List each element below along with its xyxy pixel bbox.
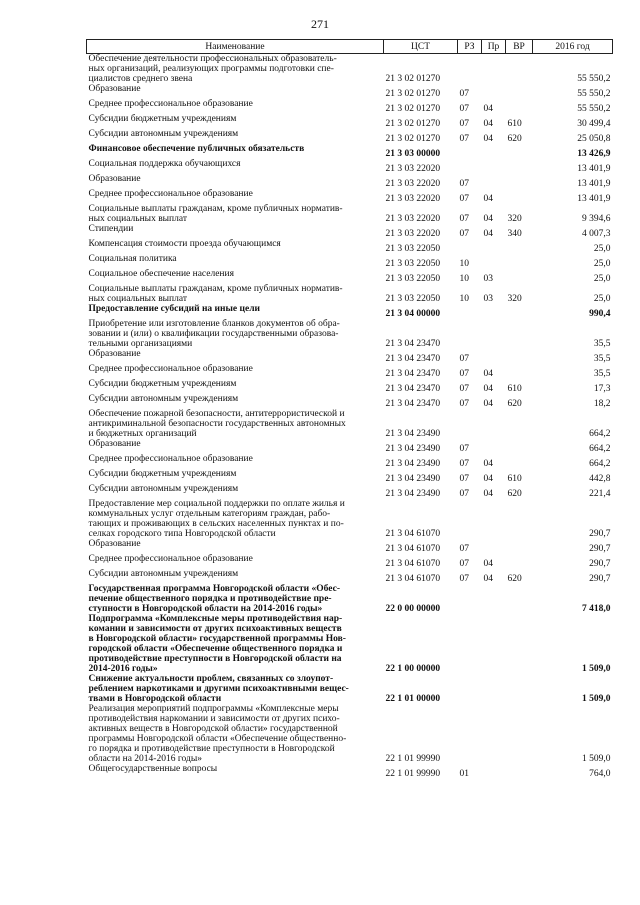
row-name: Субсидии автономным учреждениям <box>88 484 239 494</box>
row-pr: 04 <box>483 194 493 204</box>
row-rz: 07 <box>459 354 469 364</box>
row-sum: 442,8 <box>589 474 611 484</box>
row-cst: 21 3 03 22020 <box>385 164 441 174</box>
row-rz <box>458 304 482 319</box>
row-name: Реализация мероприятий подпрограммы «Комплексные меры противодействия наркомании и зависимости от других психо- активных веществ в Новгородской области» государственной программы Новгородской области «Обеспечение общественно- го порядка и противодействие преступности в Новгородской области на 2014-2016 годы» <box>88 704 347 764</box>
row-cst: 21 3 04 61070 <box>385 544 441 554</box>
header-rz: РЗ <box>458 40 482 54</box>
row-name: Социальное обеспечение населения <box>88 269 234 279</box>
table-row <box>87 174 613 189</box>
row-pr <box>482 704 506 764</box>
row-sum: 290,7 <box>589 559 611 569</box>
row-rz <box>458 159 482 174</box>
row-sum: 25,0 <box>593 274 611 284</box>
row-cst: 21 3 04 61070 <box>385 574 441 584</box>
row-vr <box>506 674 533 704</box>
row-vr <box>506 349 533 364</box>
row-name: Социальные выплаты гражданам, кроме публичных норматив- ных социальных выплат <box>88 284 343 304</box>
table-row <box>87 254 613 269</box>
row-sum: 25,0 <box>593 259 611 269</box>
row-pr: 04 <box>483 214 493 224</box>
row-rz: 07 <box>459 399 469 409</box>
row-rz <box>458 409 482 439</box>
row-sum: 1 509,0 <box>582 754 611 764</box>
table-row <box>87 54 613 85</box>
table-row <box>87 409 613 439</box>
row-sum: 764,0 <box>589 769 611 779</box>
row-vr <box>506 304 533 319</box>
row-sum: 55 550,2 <box>577 89 611 99</box>
row-sum: 990,4 <box>589 309 611 319</box>
row-vr: 610 <box>507 384 522 394</box>
row-rz: 07 <box>459 214 469 224</box>
page-number: 271 <box>311 17 329 31</box>
row-rz: 07 <box>459 544 469 554</box>
table-row <box>87 764 613 779</box>
row-cst: 21 3 04 23470 <box>385 354 441 364</box>
row-cst: 21 3 03 22050 <box>385 274 441 284</box>
table-row <box>87 159 613 174</box>
row-sum: 55 550,2 <box>577 74 611 84</box>
row-rz: 07 <box>459 369 469 379</box>
row-cst: 21 3 03 22020 <box>385 229 441 239</box>
row-rz: 10 <box>459 294 469 304</box>
row-vr <box>506 254 533 269</box>
table-row <box>87 584 613 614</box>
table-row <box>87 99 613 114</box>
row-pr <box>482 84 506 99</box>
table-row <box>87 499 613 539</box>
row-pr <box>482 254 506 269</box>
row-pr <box>482 349 506 364</box>
row-rz <box>458 704 482 764</box>
row-sum: 13 401,9 <box>577 194 611 204</box>
row-vr: 620 <box>507 489 522 499</box>
row-sum: 664,2 <box>589 459 611 469</box>
row-pr <box>482 614 506 674</box>
row-vr <box>506 499 533 539</box>
row-sum: 13 401,9 <box>577 179 611 189</box>
row-rz <box>458 144 482 159</box>
table-row <box>87 704 613 764</box>
row-vr <box>506 704 533 764</box>
row-pr <box>482 539 506 554</box>
row-sum: 25 050,8 <box>577 134 611 144</box>
row-rz: 07 <box>459 194 469 204</box>
row-cst: 21 3 03 22050 <box>385 244 441 254</box>
row-name: Социальная политика <box>88 254 177 264</box>
row-sum: 664,2 <box>589 429 611 439</box>
row-sum: 290,7 <box>589 529 611 539</box>
row-rz: 07 <box>459 444 469 454</box>
header-year: 2016 год <box>533 40 613 54</box>
row-name: Субсидии автономным учреждениям <box>88 394 239 404</box>
row-sum: 7 418,0 <box>582 604 611 614</box>
row-sum: 35,5 <box>593 369 611 379</box>
row-name: Социальная поддержка обучающихся <box>88 159 241 169</box>
table-row <box>87 239 613 254</box>
row-pr: 04 <box>483 119 493 129</box>
row-name: Образование <box>88 439 141 449</box>
row-name: Социальные выплаты гражданам, кроме публичных норматив- ных социальных выплат <box>88 204 343 224</box>
table-row <box>87 349 613 364</box>
row-vr: 620 <box>507 134 522 144</box>
row-rz: 10 <box>459 274 469 284</box>
row-pr: 04 <box>483 559 493 569</box>
row-sum: 290,7 <box>589 544 611 554</box>
row-name: Образование <box>88 539 141 549</box>
row-pr <box>482 409 506 439</box>
row-vr: 620 <box>507 574 522 584</box>
table-row <box>87 569 613 584</box>
row-name: Образование <box>88 349 141 359</box>
row-name: Государственная программа Новгородской области «Обес- печение общественного порядка и противодействие пре- ступности в Новгородской области на 2014-2016 годы» <box>88 584 340 614</box>
row-cst: 21 3 02 01270 <box>385 89 441 99</box>
row-pr: 04 <box>483 104 493 114</box>
row-sum: 9 394,6 <box>582 214 611 224</box>
row-name: Снижение актуальности проблем, связанных со злоупот- реблением наркотиками и другими психоактивными вещес- твами в Новгородской области <box>88 674 349 704</box>
row-name: Среднее профессиональное образование <box>88 364 253 374</box>
row-rz: 07 <box>459 229 469 239</box>
row-name: Стипендии <box>88 224 134 234</box>
row-pr <box>482 439 506 454</box>
row-rz <box>458 674 482 704</box>
row-name: Образование <box>88 84 141 94</box>
row-cst: 21 3 04 23470 <box>385 339 441 349</box>
row-cst: 21 3 04 23470 <box>385 399 441 409</box>
row-name: Субсидии бюджетным учреждениям <box>88 469 237 479</box>
row-pr: 04 <box>483 399 493 409</box>
row-rz: 07 <box>459 119 469 129</box>
row-vr: 610 <box>507 119 522 129</box>
table-row <box>87 614 613 674</box>
row-cst: 21 3 03 22020 <box>385 194 441 204</box>
table-row <box>87 269 613 284</box>
row-sum: 25,0 <box>593 244 611 254</box>
row-vr: 320 <box>507 294 522 304</box>
row-vr <box>506 269 533 284</box>
row-vr <box>506 409 533 439</box>
row-pr <box>482 54 506 85</box>
row-rz <box>458 319 482 349</box>
row-pr <box>482 239 506 254</box>
row-pr: 04 <box>483 474 493 484</box>
header-name: Наименование <box>87 40 384 54</box>
header-vr: ВР <box>506 40 533 54</box>
row-name: Образование <box>88 174 141 184</box>
row-vr <box>506 159 533 174</box>
table-row <box>87 554 613 569</box>
row-cst: 22 1 01 00000 <box>385 694 441 704</box>
table-row <box>87 379 613 394</box>
row-pr <box>482 174 506 189</box>
row-vr: 340 <box>507 229 522 239</box>
row-vr <box>506 174 533 189</box>
row-name: Среднее профессиональное образование <box>88 454 253 464</box>
row-vr <box>506 99 533 114</box>
row-cst: 21 3 04 23490 <box>385 474 441 484</box>
row-rz: 07 <box>459 179 469 189</box>
row-vr <box>506 54 533 85</box>
row-sum: 30 499,4 <box>577 119 611 129</box>
row-name: Субсидии автономным учреждениям <box>88 569 239 579</box>
table-row <box>87 394 613 409</box>
row-name: Общегосударственные вопросы <box>88 764 218 774</box>
row-sum: 664,2 <box>589 444 611 454</box>
row-name: Подпрограмма «Комплексные меры противодействия нар- комании и зависимости от других психоактивных веществ в Новгородской области» государственной программы Нов- городской области «Обеспечение общественного порядка и противодействие преступности в Новгородской области на 2014-2016 годы» <box>88 614 346 674</box>
row-rz <box>458 499 482 539</box>
row-cst: 22 1 01 99990 <box>385 769 441 779</box>
row-cst: 21 3 04 23490 <box>385 459 441 469</box>
row-pr <box>482 144 506 159</box>
table-row <box>87 129 613 144</box>
row-cst: 21 3 04 23470 <box>385 384 441 394</box>
row-pr <box>482 584 506 614</box>
row-vr: 610 <box>507 474 522 484</box>
row-sum: 25,0 <box>593 294 611 304</box>
table-row <box>87 469 613 484</box>
row-cst: 21 3 04 23490 <box>385 429 441 439</box>
row-cst: 21 3 02 01270 <box>385 104 441 114</box>
table-row <box>87 84 613 99</box>
row-sum: 13 401,9 <box>577 164 611 174</box>
table-row <box>87 484 613 499</box>
table-row <box>87 224 613 239</box>
row-cst: 22 1 00 00000 <box>385 664 441 674</box>
row-rz <box>458 614 482 674</box>
row-vr <box>506 144 533 159</box>
row-name: Субсидии бюджетным учреждениям <box>88 379 237 389</box>
table-row <box>87 204 613 224</box>
row-cst: 21 3 02 01270 <box>385 119 441 129</box>
row-sum: 55 550,2 <box>577 104 611 114</box>
row-vr <box>506 764 533 779</box>
row-name: Компенсация стоимости проезда обучающимся <box>88 239 281 249</box>
row-sum: 13 426,9 <box>577 149 611 159</box>
table-row <box>87 304 613 319</box>
row-name: Среднее профессиональное образование <box>88 554 253 564</box>
row-vr <box>506 539 533 554</box>
row-vr <box>506 84 533 99</box>
row-pr <box>482 159 506 174</box>
row-pr: 04 <box>483 134 493 144</box>
row-rz: 07 <box>459 89 469 99</box>
row-rz <box>458 584 482 614</box>
row-cst: 22 0 00 00000 <box>385 604 441 614</box>
table-row <box>87 439 613 454</box>
row-vr <box>506 554 533 569</box>
table-row <box>87 319 613 349</box>
table-row <box>87 189 613 204</box>
row-pr: 04 <box>483 459 493 469</box>
row-name: Предоставление мер социальной поддержки по оплате жилья и коммунальных услуг отдельным категориям граждан, рабо- тающих и проживающих в сельских населенных пунктах и по- селках городского типа Новгородской области <box>88 499 345 539</box>
row-cst: 21 3 02 01270 <box>385 74 441 84</box>
row-rz: 07 <box>459 104 469 114</box>
row-sum: 221,4 <box>589 489 611 499</box>
row-cst: 22 1 01 99990 <box>385 754 441 764</box>
row-cst: 21 3 03 22020 <box>385 179 441 189</box>
row-name: Приобретение или изготовление бланков документов об обра- зовании и (или) о квалификации государственными образова- тельными организациями <box>88 319 340 349</box>
row-cst: 21 3 03 00000 <box>385 149 441 159</box>
row-cst: 21 3 03 22050 <box>385 294 441 304</box>
row-name: Среднее профессиональное образование <box>88 189 253 199</box>
row-pr: 04 <box>483 489 493 499</box>
row-cst: 21 3 04 23470 <box>385 369 441 379</box>
table-header <box>87 40 613 54</box>
row-pr <box>482 319 506 349</box>
row-rz: 07 <box>459 489 469 499</box>
row-rz: 07 <box>459 134 469 144</box>
row-vr <box>506 239 533 254</box>
row-rz <box>458 54 482 85</box>
row-pr: 04 <box>483 384 493 394</box>
row-rz: 07 <box>459 384 469 394</box>
row-sum: 35,5 <box>593 339 611 349</box>
row-rz: 07 <box>459 574 469 584</box>
row-name: Финансовое обеспечение публичных обязательств <box>88 144 305 154</box>
row-name: Субсидии бюджетным учреждениям <box>88 114 237 124</box>
row-pr <box>482 499 506 539</box>
row-cst: 21 3 04 61070 <box>385 529 441 539</box>
row-cst: 21 3 04 23490 <box>385 444 441 454</box>
table-row <box>87 674 613 704</box>
row-cst: 21 3 04 00000 <box>385 309 441 319</box>
row-pr: 04 <box>483 229 493 239</box>
row-vr <box>506 454 533 469</box>
row-pr: 04 <box>483 574 493 584</box>
row-vr <box>506 364 533 379</box>
row-rz: 07 <box>459 559 469 569</box>
row-sum: 17,3 <box>593 384 611 394</box>
row-rz: 01 <box>459 769 469 779</box>
row-vr <box>506 584 533 614</box>
header-cst: ЦСТ <box>384 40 458 54</box>
row-pr <box>482 764 506 779</box>
table-row <box>87 144 613 159</box>
row-rz: 07 <box>459 474 469 484</box>
header-pr: Пр <box>482 40 506 54</box>
row-pr: 03 <box>483 274 493 284</box>
row-sum: 18,2 <box>593 399 611 409</box>
row-sum: 1 509,0 <box>582 664 611 674</box>
row-pr <box>482 674 506 704</box>
table-row <box>87 539 613 554</box>
row-cst: 21 3 04 61070 <box>385 559 441 569</box>
table-row <box>87 364 613 379</box>
row-name: Обеспечение деятельности профессиональных образователь- ных организаций, реализующих программы подготовки спе- циалистов среднего звена <box>88 54 337 84</box>
row-rz: 10 <box>459 259 469 269</box>
row-sum: 290,7 <box>589 574 611 584</box>
row-vr: 620 <box>507 399 522 409</box>
table-body <box>87 54 613 780</box>
row-rz <box>458 239 482 254</box>
budget-table <box>86 39 613 779</box>
row-sum: 4 007,3 <box>582 229 611 239</box>
table-row <box>87 284 613 304</box>
row-name: Субсидии автономным учреждениям <box>88 129 239 139</box>
row-cst: 21 3 03 22020 <box>385 214 441 224</box>
row-cst: 21 3 04 23490 <box>385 489 441 499</box>
table-row <box>87 114 613 129</box>
row-vr <box>506 189 533 204</box>
row-sum: 35,5 <box>593 354 611 364</box>
row-name: Предоставление субсидий на иные цели <box>88 304 260 314</box>
row-name: Среднее профессиональное образование <box>88 99 253 109</box>
row-pr <box>482 304 506 319</box>
table-row <box>87 454 613 469</box>
row-pr: 04 <box>483 369 493 379</box>
row-vr <box>506 319 533 349</box>
row-cst: 21 3 03 22050 <box>385 259 441 269</box>
row-vr <box>506 614 533 674</box>
row-vr <box>506 439 533 454</box>
row-vr: 320 <box>507 214 522 224</box>
row-sum: 1 509,0 <box>582 694 611 704</box>
row-cst: 21 3 02 01270 <box>385 134 441 144</box>
row-name: Обеспечение пожарной безопасности, антитеррористической и антикриминальной безопасности государственных автономных и бюджетных организаций <box>88 409 346 439</box>
row-pr: 03 <box>483 294 493 304</box>
row-rz: 07 <box>459 459 469 469</box>
